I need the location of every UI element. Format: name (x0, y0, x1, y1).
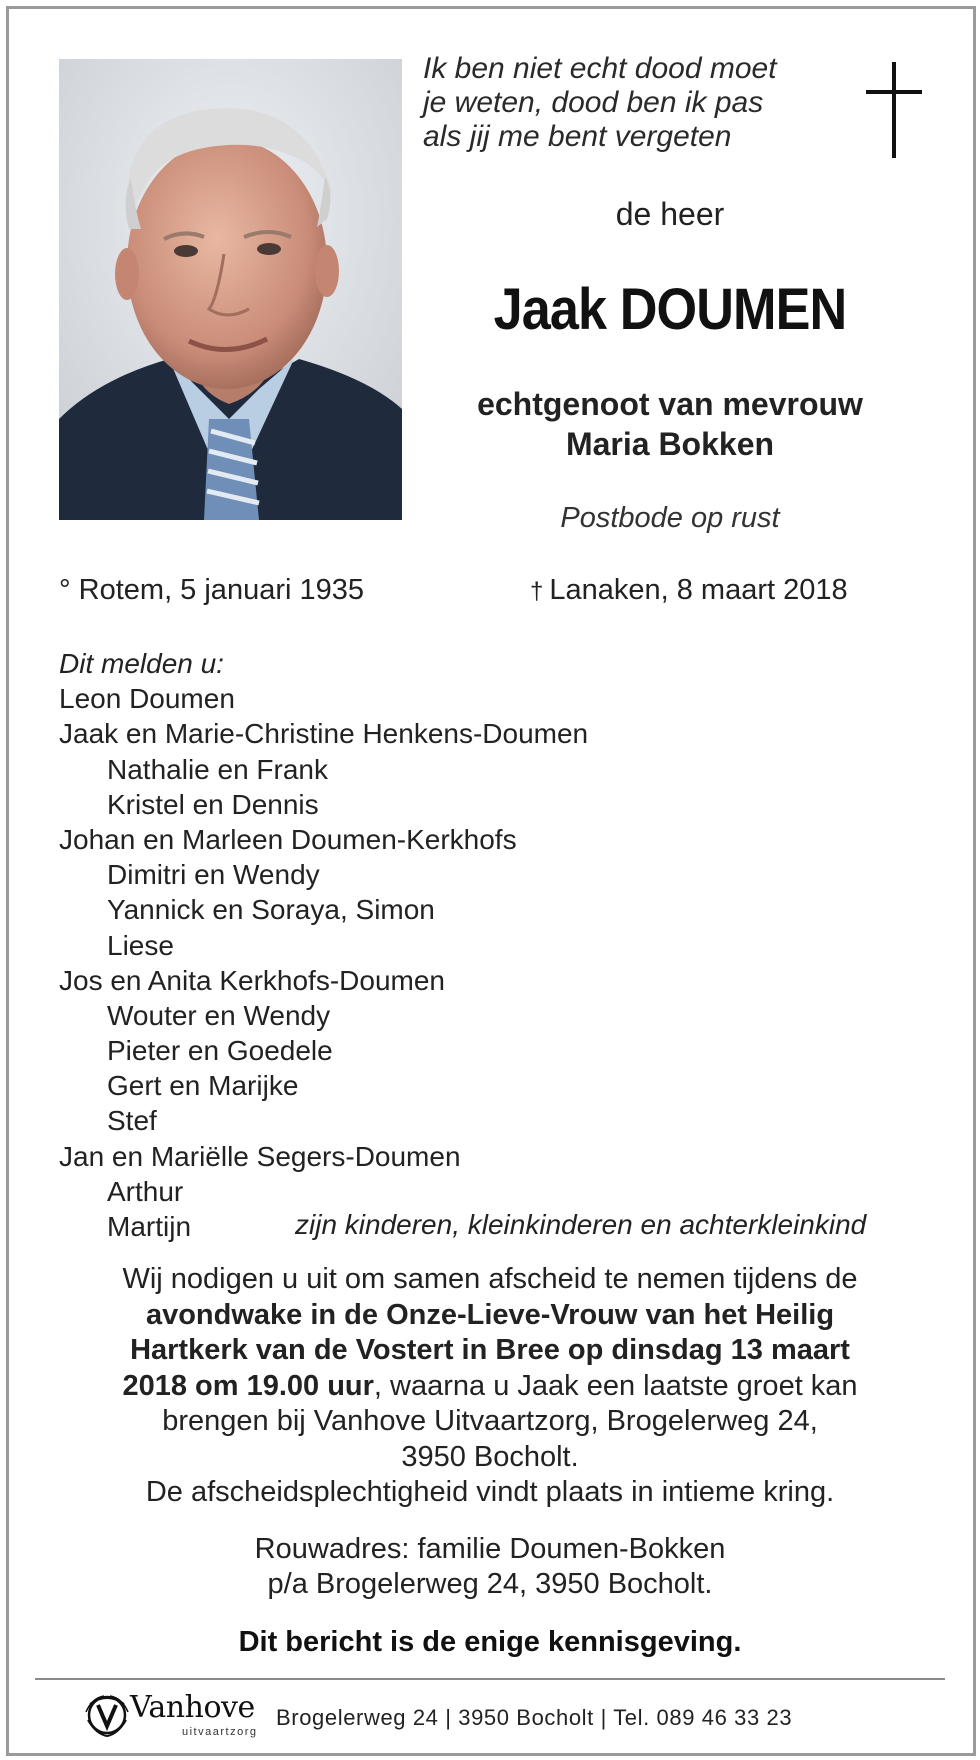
invitation-text (40, 1262, 940, 1511)
mourning-address (40, 1532, 940, 1602)
grandchild: Wouter en Wendy (107, 999, 331, 1031)
grandchild: Dimitri en Wendy (107, 859, 320, 891)
portrait-photo (59, 59, 402, 520)
invitation-line: , waarna u Jaak een laatste groet kan (373, 1369, 858, 1402)
logo-brand: Vanhove (130, 1690, 255, 1725)
invitation-line: brengen bij Vanhove Uitvaartzorg, Brogelerweg 24, (162, 1405, 818, 1437)
grandchild: Yannick en Soraya, Simon (107, 894, 435, 926)
grandchild: Stef (107, 1105, 157, 1137)
family-member: Johan en Marleen Doumen-Kerkhofs (59, 823, 517, 855)
spouse-name: Maria Bokken (565, 426, 775, 462)
birth-info: ° Rotem, 5 januari 1935 (59, 574, 364, 606)
address-line: Rouwadres: familie Doumen-Bokken (254, 1533, 726, 1565)
footer-divider (35, 1678, 945, 1680)
invitation-line: De afscheidsplechtigheid vindt plaats in intieme kring. (145, 1476, 835, 1508)
grandchild: Nathalie en Frank (107, 753, 329, 785)
family-list (59, 646, 588, 1244)
spouse-block (440, 384, 900, 464)
poem (423, 52, 777, 154)
grandchild: Liese (107, 929, 174, 961)
invitation-bold: avondwake in de Onze-Lieve-Vrouw van het Heilig (145, 1298, 835, 1331)
invitation-bold: 2018 om 19.00 uur (122, 1369, 374, 1402)
invitation-bold: Hartkerk van de Vostert in Bree op dinsdag 13 maart (130, 1334, 850, 1366)
death-text: Lanaken, 8 maart 2018 (549, 574, 848, 606)
grandchild: Arthur (107, 1175, 184, 1207)
family-member: Jan en Mariëlle Segers-Doumen (59, 1140, 461, 1172)
invitation-line: Wij nodigen u uit om samen afscheid te nemen tijdens de (122, 1263, 858, 1295)
grandchild: Martijn (107, 1211, 192, 1242)
family-member: Jaak en Marie-Christine Henkens-Doumen (59, 718, 589, 750)
footer-contact: Brogelerweg 24 | 3950 Bocholt | Tel. 089 46 33 23 (276, 1705, 793, 1730)
grandchild: Gert en Marijke (107, 1070, 299, 1102)
honorific: de heer (615, 196, 725, 232)
poem-line: als jij me bent vergeten (423, 120, 732, 153)
deceased-name: Jaak DOUMEN (493, 277, 847, 342)
poem-line: je weten, dood ben ik pas (423, 86, 764, 119)
portrait-illustration (59, 59, 402, 520)
family-member: Jos en Anita Kerkhofs-Doumen (59, 964, 445, 996)
grandchild: Kristel en Dennis (107, 788, 319, 820)
family-member: Leon Doumen (59, 683, 235, 715)
spouse-line: echtgenoot van mevrouw (477, 386, 863, 422)
family-relation-label: zijn kinderen, kleinkinderen en achterkleinkind (295, 1209, 867, 1240)
family-intro: Dit melden u: (59, 648, 224, 679)
poem-line: Ik ben niet echt dood moet (423, 52, 777, 85)
death-info (530, 574, 848, 607)
invitation-line: 3950 Bocholt. (401, 1440, 579, 1473)
logo-subtitle: uitvaartzorg (182, 1726, 258, 1738)
logo-mark-icon (82, 1690, 132, 1740)
vanhove-logo (82, 1688, 262, 1744)
occupation: Postbode op rust (560, 502, 780, 534)
cross-icon (864, 62, 924, 162)
grandchild: Pieter en Goedele (107, 1035, 333, 1067)
notice-statement: Dit bericht is de enige kennisgeving. (238, 1626, 742, 1658)
dagger-icon: † (530, 578, 544, 605)
address-line: p/a Brogelerweg 24, 3950 Bocholt. (267, 1568, 713, 1600)
